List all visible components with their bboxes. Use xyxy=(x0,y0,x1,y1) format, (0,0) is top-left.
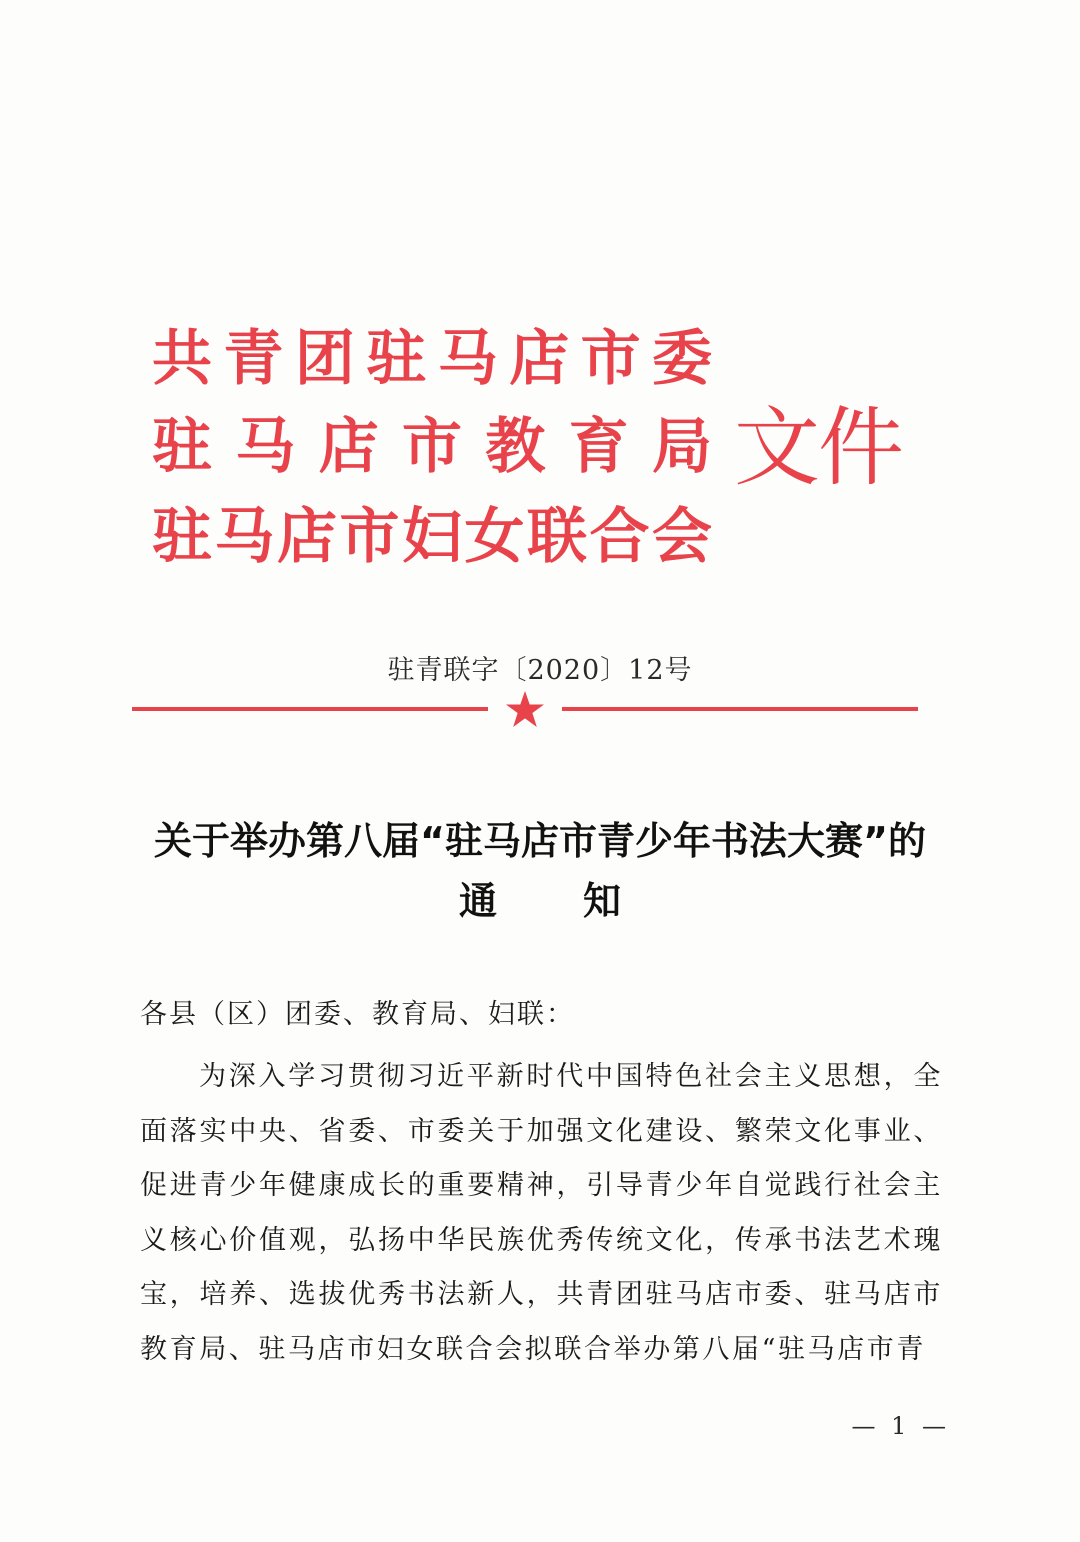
notice-title-line1: 关于举办第八届“驻马店市青少年书法大赛”的 xyxy=(154,819,926,863)
issuer-education-bureau: 驻马店市教育局 xyxy=(152,412,712,482)
issuer-womens-federation: 驻马店市妇女联合会 xyxy=(152,502,712,572)
issuer-block xyxy=(152,318,932,578)
red-star-icon xyxy=(505,690,545,728)
document-number: 驻青联字〔2020〕12号 xyxy=(387,655,693,686)
body-paragraph: 为深入学习贯彻习近平新时代中国特色社会主义思想，全面落实中央、省委、市委关于加强文化建设、繁荣文化事业、促进青少年健康成长的重要精神，引导青少年自觉践行社会主义核心价值观，弘扬中华民族优秀传统文化，传承书法艺术瑰宝，培养、选拔优秀书法新人，共青团驻马店市委、驻马店市教育局、驻马店市妇女联合会拟联合举办第八届“驻马店市青 xyxy=(140,1061,943,1365)
notice-title-line2: 通知 xyxy=(458,879,707,923)
page-number: — 1 — xyxy=(851,1412,950,1440)
issuer-youth-league: 共青团驻马店市委 xyxy=(152,324,712,394)
separator-line-right xyxy=(562,707,918,711)
red-separator xyxy=(132,690,918,730)
document-type-word: 文件 xyxy=(734,398,902,498)
salutation: 各县（区）团委、教育局、妇联： xyxy=(140,999,575,1030)
separator-line-left xyxy=(132,707,488,711)
